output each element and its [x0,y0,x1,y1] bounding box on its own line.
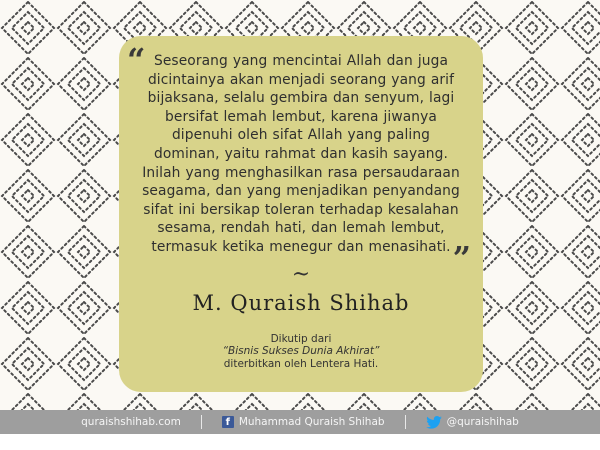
website-link[interactable] [75,416,187,428]
source-citation [135,333,467,371]
quote-line: Inilah yang menghasilkan rasa persaudaraan [142,164,460,181]
quote-line: seagama, dan yang menjadikan penyandang [142,183,460,200]
source-line: diterbitkan oleh Lentera Hati. [223,357,379,370]
quote-line: dominan, yaitu rahmat dan kasih sayang. [154,145,448,162]
book-title: “Bisnis Sukses Dunia Akhirat” [222,345,380,358]
quote-line: Seseorang yang mencintai Allah dan juga [153,53,449,69]
quote-line: bijaksana, selalu gembira dan senyum, lagi [147,90,455,107]
facebook-link[interactable] [216,416,391,428]
separator-tilde: ~ [291,261,311,287]
quote-line: sifat ini bersikap toleran terhadap kesalahan [143,201,459,218]
footer-bar [0,410,600,434]
facebook-label: Muhammad Quraish Shihab [238,416,385,428]
website-label: quraishshihab.com [81,416,181,428]
source-line: Dikutip dari [270,332,332,345]
quote-line: dipenuhi oleh sifat Allah yang paling [171,127,431,144]
quote-line: termasuk ketika menegur dan menasihati. [151,238,451,255]
quote-line: bersifat lemah lembut, karena jiwanya [165,108,437,125]
twitter-link[interactable] [420,416,525,429]
open-quote-mark: “ [127,41,146,79]
twitter-bird-icon [426,416,442,429]
facebook-icon: f [222,416,234,428]
author-name: M. Quraish Shihab [192,290,410,315]
footer-divider [405,415,406,429]
footer-divider [201,415,202,429]
twitter-label: @quraishihab [446,416,519,428]
quote-line: dicintainya akan menjadi seorang yang arif [147,71,455,88]
close-quote-mark: ” [452,239,471,277]
quote-card [119,36,483,392]
quote-line: sesama, rendah hati, dan lemah lembut, [157,220,445,237]
quote-text [135,52,467,257]
